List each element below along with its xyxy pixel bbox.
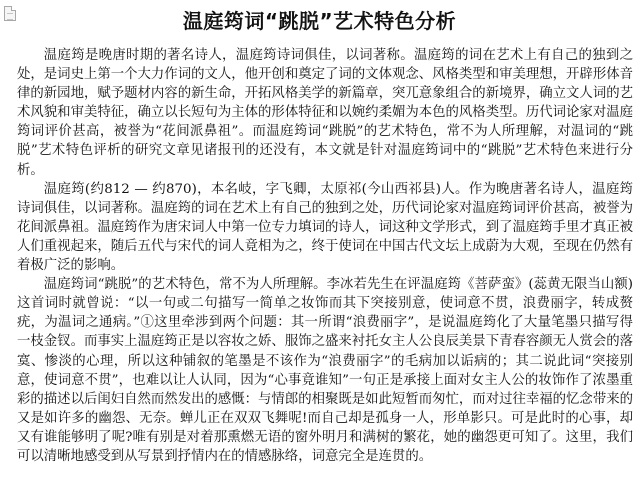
- paragraph-biography: 温庭筠(约812 — 约870)，本名岐，字飞卿，太原祁(今山西祁县)人。作为晚唐著名诗人，温庭筠诗词俱佳，以词著称。温庭筠的词在艺术上有自己的独到之处，历代词论家对温庭筠词评价甚高，被誉为花间派鼻祖。温庭筠作为唐宋词人中第一位专力填词的诗人，词这种文学形式，到了温庭筠手里才真正被人们重视起来，随后五代与宋代的词人竟相为之，终于使词在中国古代文坛上成蔚为大观，至现在仍然有着极广泛的影响。: [17, 181, 633, 274]
- page-title: 温庭筠词“跳脱”艺术特色分析: [182, 9, 457, 33]
- paragraph-analysis: 温庭筠词“跳脱”的艺术特色，常不为人所理解。李冰若先生在评温庭筠《菩萨蛮》(蕊黄无限当山额)这首词时就曾说：“以一句或二句描写一简单之妆饰而其下突接别意，使词意不贯，浪费丽字，转成赘疣，为温词之通病。”①这里牵涉到两个问题：其一所谓“浪费丽字”，是说温庭筠化了大量笔墨只描写得一枝金钗。而事实上温庭筠正是以容妆之娇、服饰之盛来衬托女主人公良辰美景下青春容颜无人赏会的落寞、惨淡的心理，所以这种铺叙的笔墨是不该作为“浪费丽字”的毛病加以诟病的；其二说此词“突接别意，使词意不贯”，也难以让人认同，因为“心事竟谁知”一句正是承接上面对女主人公的妆饰作了浓墨重彩的描述以后闺妇自然而然发出的感慨：与情郎的相聚既是如此短暂而匆忙，而对过往幸福的忆念带来的又是如许多的幽怨、无奈。蝉儿正在双双飞舞呢!而自己却是孤身一人，形单影只。可是此时的心事，却又有谁能够明了呢?唯有别是对着那熏燃无语的窗外明月和满树的繁花，她的幽怨更可知了。这里，我们可以清晰地感受到从写景到抒情内在的情感脉络，词意完全是连贯的。: [17, 277, 633, 464]
- article-body: [17, 46, 633, 466]
- paragraph-intro: 温庭筠是晚唐时期的著名诗人，温庭筠诗词俱佳，以词著称。温庭筠的词在艺术上有自己的独到之处，是词史上第一个大力作词的文人，他开创和奠定了词的文体观念、风格类型和审美理想，开辟形体音律的新园地，赋予题材内容的新生命，开拓风格美学的新篇章，突兀意象组合的新境界，确立文人词的艺术风貌和审美特征，确立以长短句为主体的形体特征和以婉约柔媚为本色的风格类型。历代词论家对温庭筠词评价甚高，被誉为“花间派鼻祖”。而温庭筠词“跳脱”的艺术特色，常不为人所理解，对温词的“跳脱”艺术特色评析的研究文章见诸报刊的还没有，本文就是针对温庭筠词中的“跳脱”艺术特色来进行分析。: [17, 48, 633, 178]
